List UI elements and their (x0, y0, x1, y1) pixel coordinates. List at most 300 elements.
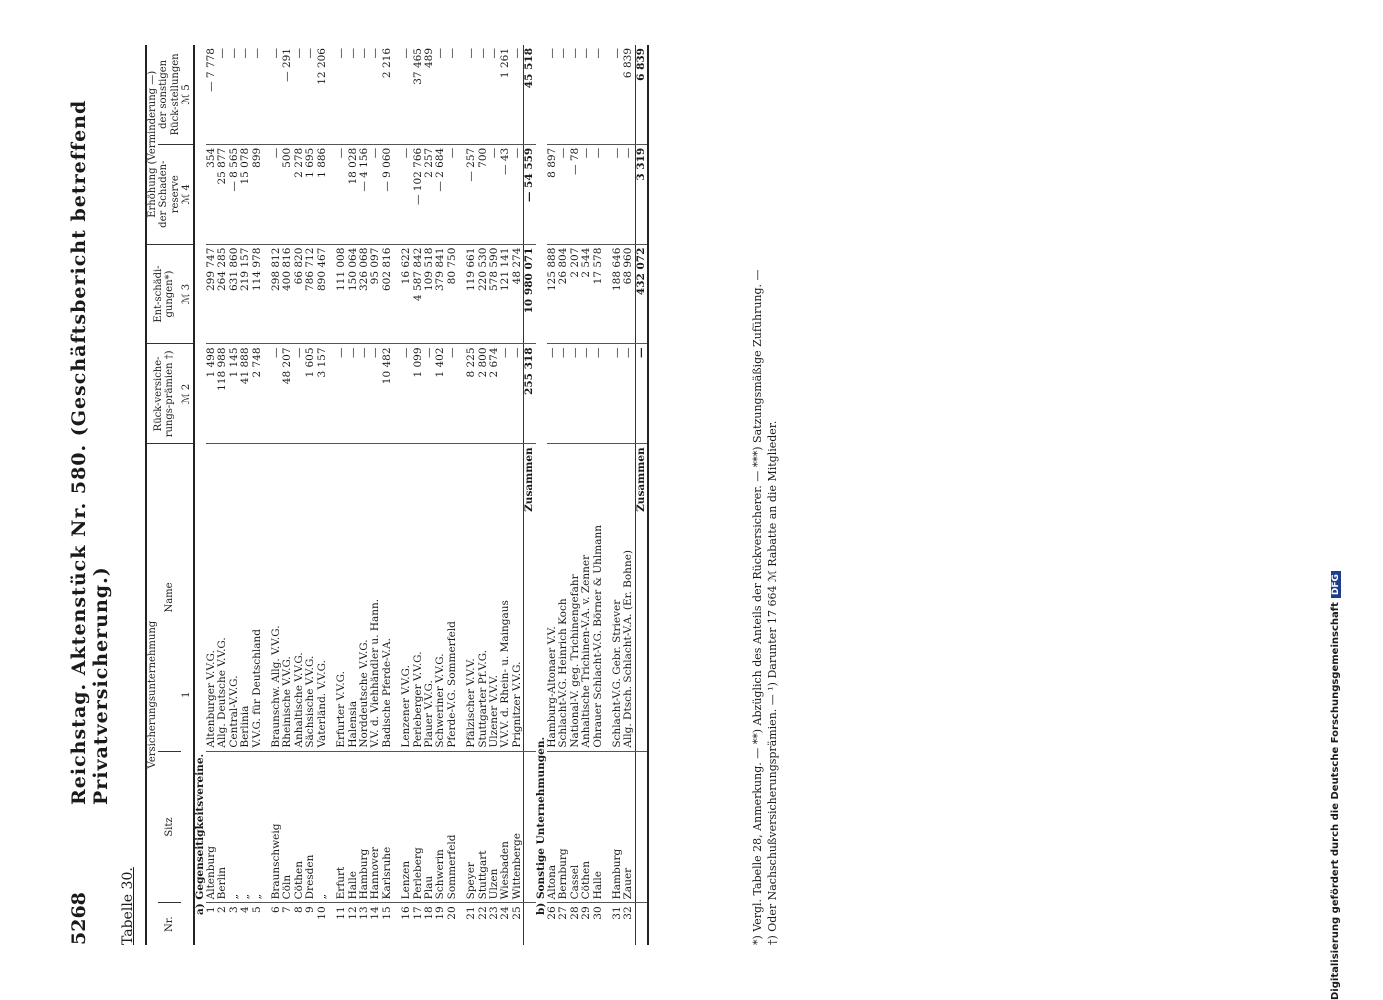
header-group: Versicherungsunternehmung (146, 444, 158, 945)
table-label: Tabelle 30. (120, 867, 136, 945)
cell-c2: 2 674 (489, 344, 500, 444)
section-b-title: b) Sonstige Unternehmungen. (534, 736, 547, 915)
cell-c3: 2 544 (581, 244, 592, 344)
cell-sitz: Altenburg (206, 751, 217, 903)
sum-label: Zusammen (635, 444, 648, 751)
cell-c4: — (623, 144, 635, 244)
cell-c4: — (401, 144, 412, 244)
cell-c2: — (581, 344, 592, 444)
cell-c3: 786 712 (305, 244, 316, 344)
cell-c2: 10 482 (382, 344, 393, 444)
dfg-logo: DFG (1331, 571, 1341, 598)
unit: ℳ (181, 193, 193, 205)
header-num-2 (181, 344, 193, 444)
cell-nr: 5 (250, 906, 263, 914)
cell-name: Halensia (348, 444, 359, 751)
cell-c4: — (336, 144, 347, 244)
table-row (547, 45, 558, 945)
cell-nr: 19 (434, 906, 447, 920)
cell-c2: — (570, 344, 581, 444)
header-num-1: 1 (181, 444, 193, 945)
cell-c2: 118 988 (217, 344, 228, 444)
page-header (60, 45, 115, 945)
cell-name: Prignitzer V.V.G. (512, 444, 524, 751)
cell-c3: 326 068 (359, 244, 370, 344)
cell-sitz: Erfurt (336, 751, 347, 903)
table-row (413, 45, 424, 945)
cell-c3: 66 820 (294, 244, 305, 344)
cell-c5: — (336, 45, 347, 144)
cell-c2: 1 605 (305, 344, 316, 444)
cell-c5: — (489, 45, 500, 144)
cell-c5: — (447, 45, 458, 144)
cell-nr: 17 (411, 906, 424, 920)
cell-c2: — (558, 344, 569, 444)
cell-sitz: Speyer (466, 751, 477, 903)
cell-c2: 1 402 (435, 344, 446, 444)
cell-c4: 899 (252, 144, 263, 244)
gap-cell (328, 344, 336, 444)
cell-c3: 26 804 (558, 244, 569, 344)
cell-name: Sächsische V.V.G. (305, 444, 316, 751)
cell-nr: 15 (380, 906, 393, 920)
cell-c2: 3 157 (317, 344, 328, 444)
cell-c2: — (623, 344, 635, 444)
cell-c3: 299 747 (206, 244, 217, 344)
cell-c3: 114 978 (252, 244, 263, 344)
table-row (401, 45, 412, 945)
cell-c3: 298 812 (271, 244, 282, 344)
cell-c2: — (336, 344, 347, 444)
cell-name: Rheinische V.V.G. (282, 444, 293, 751)
cell-name: Allg. Deutsche V.V.G. (217, 444, 228, 751)
cell-sitz: Berlin (217, 751, 228, 903)
cell-name: Hamburg-Altonaer V.V. (547, 444, 558, 751)
cell-nr: 13 (357, 906, 370, 920)
cell-sitz: „ (240, 751, 251, 903)
cell-name: Ulzener V.V.V. (489, 444, 500, 751)
cell-c3: 578 590 (489, 244, 500, 344)
cell-nr: 28 (568, 906, 581, 920)
cell-c2: — (359, 344, 370, 444)
cell-c2: — (424, 344, 435, 444)
cell-c2: — (447, 344, 458, 444)
cell-name: Stuttgarter Pf.V.G. (478, 444, 489, 751)
cell-nr: 30 (591, 906, 604, 920)
header-c4: der Schaden-reserve (158, 144, 181, 244)
header-nr: Nr. (164, 916, 176, 932)
footnote-1: *) Vergl. Tabelle 28, Anmerkung. — **) Abzüglich des Anteils der Rückversicherer. — ***) Satzungsmäßige Zuführung. — (751, 269, 764, 945)
cell-sitz: Stuttgart (478, 751, 489, 903)
header-c5: der sonstigen Rück-stellungen (158, 45, 181, 144)
cell-c4: 2 278 (294, 144, 305, 244)
row-gap (263, 45, 271, 945)
cell-c2: 2 748 (252, 344, 263, 444)
col-num: 2 (181, 383, 193, 391)
cell-nr: 29 (580, 906, 593, 920)
cell-c3: 121 141 (500, 244, 511, 344)
cell-c3: 379 841 (435, 244, 446, 344)
page-number: 5268 (68, 892, 90, 945)
cell-sitz: Lenzen (401, 751, 412, 903)
cell-c5: — 7 778 (206, 45, 217, 144)
sum-c4: 3 319 (635, 144, 648, 244)
cell-c4: — 78 (570, 144, 581, 244)
header-num-3 (181, 244, 193, 344)
cell-c3: 400 816 (282, 244, 293, 344)
cell-c5: — (359, 45, 370, 144)
cell-name: Pferde-V.G. Sommerfeld (447, 444, 458, 751)
cell-name: Erfurter V.V.G. (336, 444, 347, 751)
cell-name: Central-V.V.G. (229, 444, 240, 751)
cell-sitz: Wittenberge (512, 751, 524, 903)
cell-name: Pfälzischer V.V.V. (466, 444, 477, 751)
cell-c3: 602 816 (382, 244, 393, 344)
table-row (240, 45, 251, 945)
table-row (271, 45, 282, 945)
sum-c5: 45 518 (524, 45, 536, 144)
cell-c2: — (348, 344, 359, 444)
cell-c3: 4 587 842 (413, 244, 424, 344)
cell-c3: 219 157 (240, 244, 251, 344)
cell-nr: 10 (315, 906, 328, 920)
footnote-2: †) Oder Nachschußversicherungsprämien. — ¹) Darunter 17 664 ℳ Rabatte an die Mitglieder. (766, 420, 779, 945)
cell-c3: 109 518 (424, 244, 435, 344)
cell-c4: — 4 156 (359, 144, 370, 244)
cell-c2: — (294, 344, 305, 444)
cell-nr: 21 (465, 906, 478, 920)
cell-c5: — (348, 45, 359, 144)
cell-c4: 700 (478, 144, 489, 244)
cell-name: V.V. d. Viehhändler u. Hann. (370, 444, 381, 751)
cell-c5: — (370, 45, 381, 144)
section-b-row (536, 45, 547, 945)
cell-c2: 41 888 (240, 344, 251, 444)
cell-name: Allg. Dtsch. Schlacht-V.A. (Er. Bohne) (623, 444, 635, 751)
sum-c2: — (635, 344, 648, 444)
cell-sitz: Wiesbaden (500, 751, 511, 903)
table-row (466, 45, 477, 945)
cell-sitz: Dresden (305, 751, 316, 903)
cell-sitz: Plau (424, 751, 435, 903)
cell-c3: 95 097 (370, 244, 381, 344)
gap-cell (393, 344, 401, 444)
gap-cell (458, 45, 466, 144)
table-row (282, 45, 293, 945)
cell-sitz: „ (252, 751, 263, 903)
table-row (382, 45, 393, 945)
cell-c5: — (252, 45, 263, 144)
cell-c3: 16 622 (401, 244, 412, 344)
header-change-group: Erhöhung (Verminderung —) (146, 45, 158, 244)
cell-c5: — (240, 45, 251, 144)
table-row (623, 45, 635, 945)
sum-label: Zusammen (524, 444, 536, 751)
cell-c5: — 291 (282, 45, 293, 144)
cell-c3: 188 646 (612, 244, 623, 344)
cell-nr: 8 (292, 906, 305, 914)
cell-c4: — (370, 144, 381, 244)
cell-c5: 37 465 (413, 45, 424, 144)
cell-c2: — (612, 344, 623, 444)
gap-cell (604, 144, 612, 244)
gap-cell (263, 344, 271, 444)
cell-c5: — (581, 45, 592, 144)
cell-c5: 12 206 (317, 45, 328, 144)
cell-sitz: Hamburg (612, 751, 623, 903)
header-num-5 (181, 45, 193, 144)
cell-sitz: Braunschweig (271, 751, 282, 903)
header-name: Name (158, 444, 181, 751)
row-gap (604, 45, 612, 945)
cell-nr: 4 (239, 906, 252, 914)
cell-sitz: Cassel (570, 751, 581, 903)
cell-c4: — (271, 144, 282, 244)
unit: ℳ (181, 93, 193, 105)
cell-c5: — (294, 45, 305, 144)
cell-nr: 32 (622, 906, 635, 920)
cell-name: Perleberger V.V.G. (413, 444, 424, 751)
cell-name: Vaterländ. V.V.G. (317, 444, 328, 751)
cell-sitz: „ (317, 751, 328, 903)
table-row (305, 45, 316, 945)
cell-nr: 18 (422, 906, 435, 920)
cell-c5: — (305, 45, 316, 144)
sum-row (635, 45, 648, 945)
table-row (581, 45, 592, 945)
cell-nr: 23 (487, 906, 500, 920)
cell-sitz: Halle (348, 751, 359, 903)
cell-name: Ohrauer Schlacht-V.G. Börner & Uhlmann (593, 444, 604, 751)
cell-name: Schlacht-V.G. Gebr. Striever (612, 444, 623, 751)
cell-sitz: Perleberg (413, 751, 424, 903)
cell-sitz: Cöthen (294, 751, 305, 903)
cell-c3: 2 207 (570, 244, 581, 344)
cell-c4: — (581, 144, 592, 244)
cell-c2: 1 498 (206, 344, 217, 444)
sum-blank (524, 751, 536, 903)
cell-sitz: Cöln (282, 751, 293, 903)
table-row (478, 45, 489, 945)
gap-cell (393, 45, 401, 144)
cell-c5: — (435, 45, 446, 144)
cell-c3: 150 064 (348, 244, 359, 344)
cell-nr: 25 (510, 906, 523, 920)
cell-nr: 24 (499, 906, 512, 920)
cell-sitz: „ (229, 751, 240, 903)
cell-c5: — (466, 45, 477, 144)
cell-c4: — (593, 144, 604, 244)
cell-c4: — 9 060 (382, 144, 393, 244)
sum-row (524, 45, 536, 945)
cell-name: Altenburger V.V.G. (206, 444, 217, 751)
cell-c2: — (593, 344, 604, 444)
cell-nr: 2 (216, 906, 229, 914)
table-row (336, 45, 347, 945)
cell-c2: 2 800 (478, 344, 489, 444)
cell-c3: 111 008 (336, 244, 347, 344)
unit: ℳ (181, 293, 193, 305)
table-row (500, 45, 511, 945)
cell-nr: 6 (270, 906, 283, 914)
cell-c2: — (271, 344, 282, 444)
footnotes (750, 45, 780, 945)
table-row (370, 45, 381, 945)
table-row (489, 45, 500, 945)
cell-c4: 354 (206, 144, 217, 244)
gap-cell (604, 45, 612, 144)
cell-c4: 18 028 (348, 144, 359, 244)
cell-c4: — (612, 144, 623, 244)
cell-c4: 2 257 (424, 144, 435, 244)
cell-c5: — (217, 45, 228, 144)
sum-c2: 255 318 (524, 344, 536, 444)
header-num-4 (181, 144, 193, 244)
cell-c2: 1 145 (229, 344, 240, 444)
table-row (447, 45, 458, 945)
cell-sitz: Halle (593, 751, 604, 903)
cell-c3: 264 285 (217, 244, 228, 344)
cell-c3: 220 530 (478, 244, 489, 344)
cell-c2: 8 225 (466, 344, 477, 444)
cell-c5: — (612, 45, 623, 144)
cell-c5: — (229, 45, 240, 144)
row-gap (328, 45, 336, 945)
cell-c5: — (593, 45, 604, 144)
table-row (294, 45, 305, 945)
cell-sitz: Altona (547, 751, 558, 903)
cell-name: Berlinia (240, 444, 251, 751)
cell-c5: 2 216 (382, 45, 393, 144)
sum-c5: 6 839 (635, 45, 648, 144)
cell-name: Anhaltische Trichinen-V.A. v. Zenner (581, 444, 592, 751)
table-row (612, 45, 623, 945)
sum-blank (635, 751, 648, 903)
table-row (359, 45, 370, 945)
cell-c5: — (558, 45, 569, 144)
cell-c4: — (512, 144, 524, 244)
table-row (317, 45, 328, 945)
cell-sitz: Hamburg (359, 751, 370, 903)
table-body (194, 45, 649, 945)
cell-sitz: Hannover (370, 751, 381, 903)
cell-sitz: Ulzen (489, 751, 500, 903)
cell-sitz: Zauer (623, 751, 635, 903)
cell-c2: — (547, 344, 558, 444)
cell-sitz: Sommerfeld (447, 751, 458, 903)
cell-c4: — 2 684 (435, 144, 446, 244)
table-row (435, 45, 446, 945)
cell-c4: — (558, 144, 569, 244)
gap-cell (393, 144, 401, 244)
cell-name: V.V.G. für Deutschland (252, 444, 263, 751)
cell-c4: 15 078 (240, 144, 251, 244)
cell-c5: — (271, 45, 282, 144)
cell-c3: 48 274 (512, 244, 524, 344)
cell-c5: — (512, 45, 524, 144)
data-table (145, 45, 649, 945)
cell-sitz: Bernburg (558, 751, 569, 903)
cell-c3: 631 860 (229, 244, 240, 344)
table-row (593, 45, 604, 945)
cell-c4: — 43 (500, 144, 511, 244)
cell-nr: 12 (346, 906, 359, 920)
cell-c4: 500 (282, 144, 293, 244)
sum-c3: 432 072 (635, 244, 648, 344)
cell-nr: 26 (546, 906, 558, 920)
dfg-credit (1330, 571, 1341, 1000)
cell-sitz: Cöthen (581, 751, 592, 903)
cell-nr: 20 (445, 906, 458, 920)
cell-c3: 80 750 (447, 244, 458, 344)
cell-name: Badische Pferde-V.A. (382, 444, 393, 751)
cell-nr: 14 (369, 906, 382, 920)
cell-c4: 8 897 (547, 144, 558, 244)
table-row (570, 45, 581, 945)
cell-c5: 1 261 (500, 45, 511, 144)
cell-c4: — (447, 144, 458, 244)
cell-name: Schlacht-V.G. Heinrich Koch (558, 444, 569, 751)
cell-c4: 25 877 (217, 144, 228, 244)
page-title: Reichstag. Aktenstück Nr. 580. (Geschäftsbericht betreffend Privatversicherung.) (68, 99, 112, 805)
col-num: 5 (181, 84, 193, 91)
header-sitz: Sitz (158, 751, 181, 903)
cell-nr: 31 (611, 906, 624, 920)
cell-nr: 7 (281, 906, 294, 914)
sum-blank (635, 903, 648, 945)
cell-nr: 27 (557, 906, 570, 920)
header-c2: Rück-versiche-rungs-prämien †) (146, 344, 181, 444)
cell-nr: 3 (227, 906, 240, 914)
cell-c4: — 8 565 (229, 144, 240, 244)
cell-c4: — 257 (466, 144, 477, 244)
gap-cell (263, 144, 271, 244)
cell-c2: — (370, 344, 381, 444)
col-num: 4 (181, 184, 193, 191)
gap-cell (604, 344, 612, 444)
cell-name: National-V. geg. Trichinengefahr (570, 444, 581, 751)
cell-c5: 6 839 (623, 45, 635, 144)
cell-c3: 890 467 (317, 244, 328, 344)
cell-nr: 22 (476, 906, 489, 920)
cell-c5: — (547, 45, 558, 144)
gap-cell (328, 45, 336, 144)
cell-c4: 1 695 (305, 144, 316, 244)
cell-name: Norddeutsche V.V.G. (359, 444, 370, 751)
cell-sitz: Schwerin (435, 751, 446, 903)
cell-c4: 1 886 (317, 144, 328, 244)
dfg-text: Digitalisierung gefördert durch die Deutsche Forschungsgemeinschaft (1330, 602, 1341, 1000)
cell-c4: — (489, 144, 500, 244)
cell-name: Anhaltische V.V.G. (294, 444, 305, 751)
cell-name: Lenzener V.V.G. (401, 444, 412, 751)
cell-nr: 9 (304, 906, 317, 914)
table-row (558, 45, 569, 945)
section-a-title: a) Gegenseitigkeitsvereine. (193, 753, 206, 915)
cell-c5: 489 (424, 45, 435, 144)
sum-c4: — 54 559 (524, 144, 536, 244)
table-row (512, 45, 524, 945)
cell-nr: 16 (400, 906, 413, 920)
cell-name: Braunschw. Allg. V.V.G. (271, 444, 282, 751)
gap-cell (328, 144, 336, 244)
cell-nr: 11 (335, 906, 348, 920)
sum-blank (524, 903, 536, 945)
row-gap (393, 45, 401, 945)
document-page (60, 45, 1300, 945)
cell-name: Schweriner V.V.G. (435, 444, 446, 751)
gap-cell (263, 45, 271, 144)
